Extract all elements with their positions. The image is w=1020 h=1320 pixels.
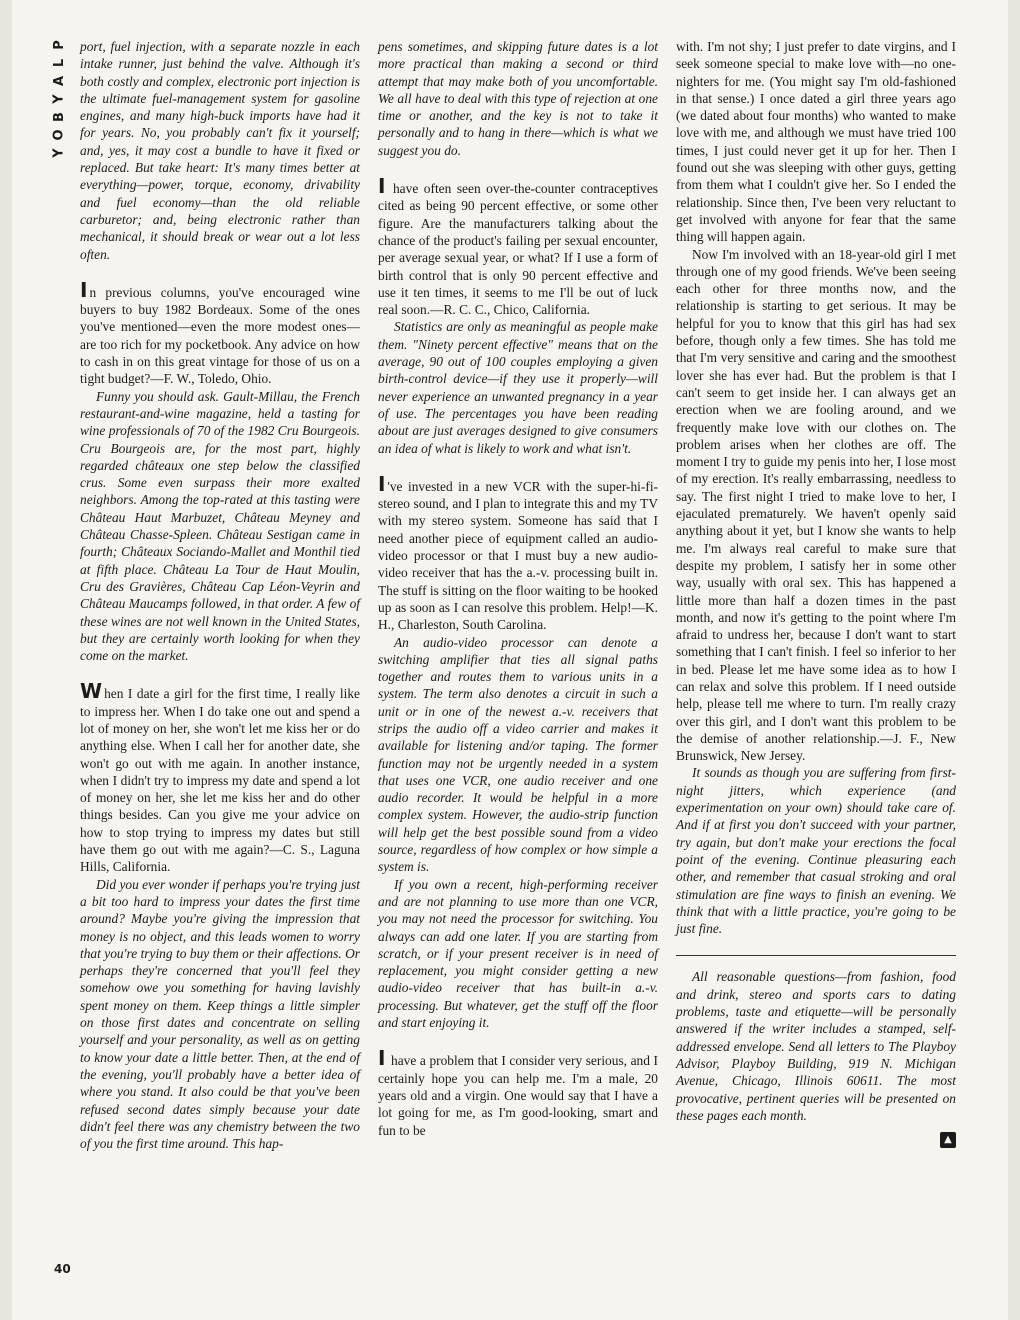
answer-paragraph: An audio-video processor can denote a switching amplifier that ties all signal paths together and routes them to various units in a system. The term also denotes a circuit in such a unit or in one of the newest a.-v. receivers that strips the audio off a video carrier and makes it available for listening and/or taping. The former function may not be urgently needed in a system that uses one VCR, one audio receiver and one audio recorder. It would be helpful in a more complex system. However, the audio-strip function will help get the best possible sound from a video source, regardless of how complex or how simple a system is. bbox=[378, 634, 658, 875]
masthead-letter: L bbox=[51, 58, 67, 68]
question-paragraph bbox=[80, 277, 360, 388]
answer-paragraph: If you own a recent, high-performing receiver and are not planning to use more than one VCR, you may not need the processor for switching. You always can add one later. If you are starting from scratch, or if your present receiver is in need of replacement, you might consider getting a new audio-video receiver that has built-in a.-v. processing. But whatever, get the stuff off the floor and start enjoying it. bbox=[378, 876, 658, 1031]
answer-paragraph: It sounds as though you are suffering from first-night jitters, which experience (and experimentation on your own) should take care of. And if at first you don't succeed with your partner, try again, but don't make your erections the focal point of the evening. Continue pleasuring each other, and remember that casual stroking and oral stimulation are fine ways to finish an evening. We think that with a little practice, you're going to be just fine. bbox=[676, 765, 956, 937]
question-text: n previous columns, you've encouraged wine buyers to buy 1982 Bordeaux. Some of the ones you've mentioned—even the more modest ones—are too rich for my pocketbook. Any advice on how to cash in on this great vintage for those of us on a tight budget?—F. W., Toledo, Ohio. bbox=[80, 284, 360, 387]
masthead-letter: Y bbox=[51, 148, 67, 158]
divider bbox=[676, 955, 956, 956]
question-paragraph: with. I'm not shy; I just prefer to date virgins, and I seek someone special to make love with—no one-nighters for me. (You might say I'm old-fashioned in that sense.) I once dated a girl three years ago (we dated about four months) who wanted to make love with me, and although we must have tried 100 times, I just could never get it up for her. Then I found out she was sleeping with other guys, getting from them what I couldn't give her. So I ended the relationship. Since then, I've been very reluctant to get involved with anyone for fear that the same thing will happen again. bbox=[676, 39, 956, 245]
masthead-letter: P bbox=[52, 40, 67, 50]
masthead-letter: A bbox=[52, 75, 67, 87]
question-text: hen I date a girl for the first time, I really like to impress her. When I do take one out and spend a lot of money on her, she won't let me kiss her or do anything else. When I call her for another date, she won't go out with me again. In another instance, when I didn't try to impress my date and spend a lot of money on her, she let me kiss her and do other things besides. Can you give me your advice on how to stop trying to impress my dates but still have them go out with me again?—C. S., Laguna Hills, California. bbox=[80, 686, 360, 875]
drop-initial: I bbox=[80, 277, 88, 302]
question-paragraph bbox=[378, 1046, 658, 1138]
answer-paragraph: port, fuel injection, with a separate nozzle in each intake runner, just behind the valve. Although it's both costly and complex, electronic port injection is the ultimate fuel-management system for gasoline engines, and many high-buck imports have had it for years. No, you probably can't fix it yourself; and, yes, it may cost a bundle to have it fixed or replaced. But take heart: It's many times better at everything—power, torque, economy, drivability and fuel economy—than the old reliable carburetor; and, being electronic rather than mechanical, it should break or wear out a lot less often. bbox=[80, 39, 360, 262]
answer-paragraph: Statistics are only as meaningful as people make them. "Ninety percent effective" means that on the average, 90 out of 100 couples employing a given birth-control device—if they use it properly—will never experience an unwanted pregnancy in a year of use. The percentages you have been reading about are just averages designed to give consumers an idea of what is likely to work and what isn't. bbox=[378, 319, 658, 456]
question-paragraph bbox=[378, 174, 658, 318]
page-number: 40 bbox=[54, 1262, 71, 1276]
rabbit-logo-icon: ▲ bbox=[940, 1132, 956, 1148]
drop-initial: W bbox=[80, 679, 103, 704]
question-paragraph bbox=[80, 679, 360, 875]
masthead-letter: Y bbox=[51, 94, 67, 104]
answer-paragraph: Did you ever wonder if perhaps you're trying just a bit too hard to impress your dates the first time around? Maybe you're giving the impression that money is no object, and this leads women to worry that you're trying to buy them or their affections. Or perhaps they're concerned that you'll feel they somehow owe you something for having lavishly spent money on them. Keep things a little simpler on those first dates and concentrate on selling yourself and your personality, as well as on getting to know your date a little better. Then, at the end of the evening, you'll probably have a better idea of where you stand. It also could be that you've been refused second dates simply because your date didn't feel there was any chemistry between the two of you the first time around. This hap- bbox=[80, 876, 360, 1152]
question-text: 've invested in a new VCR with the super-hi-fi-stereo sound, and I plan to integrate this and my TV with my stereo system. Someone has said that I need another piece of equipment called an audio-video processor or that I must buy a new audio-video receiver that has the a.-v. processing built in. The stuff is sitting on the floor waiting to be hooked up as soon as I can resolve this problem. Help!—K. H., Charleston, South Carolina. bbox=[378, 478, 658, 633]
drop-initial: I bbox=[378, 471, 386, 496]
question-paragraph bbox=[378, 471, 658, 634]
answer-paragraph: pens sometimes, and skipping future dates is a lot more practical than making a second or third attempt that may make both of you uncomfortable. We all have to deal with this type of rejection at one time or another, and the key is not to take it personally and to hang in there—which is what we suggest you do. bbox=[378, 39, 658, 158]
column-2 bbox=[378, 38, 658, 1139]
column-3 bbox=[676, 38, 956, 1148]
submission-note: All reasonable questions—from fashion, food and drink, stereo and sports cars to dating problems, taste and etiquette—will be personally answered if the writer includes a stamped, self-addressed envelope. Send all letters to The Playboy Advisor, Playboy Building, 919 N. Michigan Avenue, Chicago, Illinois 60611. The most provocative, pertinent queries will be presented on these pages each month. bbox=[676, 969, 956, 1123]
masthead-letter: B bbox=[51, 112, 67, 122]
drop-initial: I bbox=[378, 1046, 386, 1071]
question-text: have a problem that I consider very serious, and I certainly hope you can help me. I'm a male, 20 years old and a virgin. One would say that I have a lot going for me, as I'm good-looking, smart and fun to be bbox=[378, 1053, 658, 1138]
masthead-letter: O bbox=[52, 129, 67, 141]
column-1 bbox=[80, 38, 360, 1152]
drop-initial: I bbox=[378, 174, 386, 199]
answer-paragraph: Funny you should ask. Gault-Millau, the French restaurant-and-wine magazine, held a tasting for wine professionals of 70 of the 1982 Cru Bourgeois. Cru Bourgeois are, for the most part, highly regarded châteaux one step below the classified crus. Some even surpass their more exalted neighbors. Among the top-rated at this tasting were Château Haut Marbuzet, Château Meyney and Château Chasse-Spleen. Château Sestigan came in fourth; Châteaux Sociando-Mallet and Monthil tied at fifth place. Château La Tour de Haut Moulin, Cru des Gravières, Château Cap Léon-Veyrin and Château Maucamps followed, in that order. A few of these wines are not well known in the United States, but they are certainly worth looking for when they come on the market. bbox=[80, 388, 360, 664]
question-text: have often seen over-the-counter contraceptives cited as being 90 percent effective, or some other figure. Are the manufacturers talking about the chance of the product's failing per sexual encounter, per average sexual year, or what? If I use a form of birth control that is only 90 percent effective and use it ten times, it seems to me I'll be out of luck real soon.—R. C. C., Chico, California. bbox=[378, 181, 658, 318]
masthead-vertical bbox=[50, 38, 70, 160]
question-paragraph: Now I'm involved with an 18-year-old girl I met through one of my good friends. We've been seeing each other for three months now, and the relationship is starting to get serious. It may be helpful for you to know that this girl has had sex before, though only a few times. She has told me that I'm very sensitive and caring and the smoothest lover she has ever had. But the problem is that I can't seem to get inside her. I can always get an erection when we are fooling around, and we frequently make love with our clothes on. The problem arises when her clothes are off. The moment I try to guide my penis into her, I lose most of my erection. It's really embarrassing, needless to say. The first night I tried to make love to her, I ejaculated prematurely. We haven't openly said anything about it yet, but I know she wants to help me. I'm always real careful to make sure that despite my problem, I satisfy her in some other way, usually with oral sex. This has happened a little more than half a dozen times in the past month, and now it's getting to the point where I'm afraid to undress her, because I don't want to start something that I can't finish. I feel so inferior to her in bed. Please let me have some idea as to how I can relax and solve this problem. If I need outside help, please tell me where to turn. I'm really crazy over this girl, and I don't want this problem to be the demise of another relationship.—J. F., New Brunswick, New Jersey. bbox=[676, 246, 956, 764]
